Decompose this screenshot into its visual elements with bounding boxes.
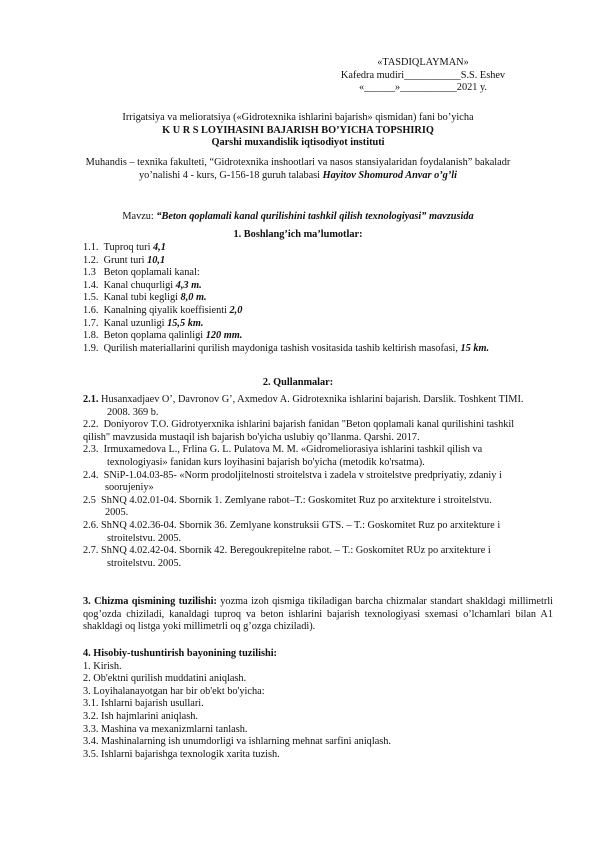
calc-item: 1. Kirish. xyxy=(83,660,122,672)
approval-block xyxy=(328,57,518,95)
calc-item: 3.1. Ishlarni bajarish usullari. xyxy=(83,698,204,710)
institute-name: Qarshi muxandislik iqtisodiyot instituti xyxy=(211,137,385,149)
topic-prefix: Mavzu: xyxy=(122,211,157,222)
document-header xyxy=(40,112,556,150)
drawing-section xyxy=(83,596,553,634)
faculty-block xyxy=(34,157,562,182)
approval-date: «______»___________2021 y. xyxy=(358,82,488,94)
task-title: K U R S LOYIHASINI BAJARISH BO’YICHA TOPSHIRIQ xyxy=(162,124,434,136)
initial-data-item: 1.5. Kanal tubi kegligi 8,0 m. xyxy=(83,292,207,304)
initial-data-item: 1.7. Kanal uzunligi 15,5 km. xyxy=(83,317,204,329)
student-name: Hayitov Shomurod Anvar o’g’li xyxy=(322,169,457,181)
initial-data-list xyxy=(83,242,563,355)
calc-item: 3.2. Ish hajmlarini aniqlash. xyxy=(83,710,198,722)
calc-item: 3.3. Mashina va mexanizmlarni tanlash. xyxy=(83,723,248,735)
faculty-line-1: Muhandis – texnika fakulteti, “Gidrotexnika inshootlari va nasos stansiyalaridan foydalanish” bakaladr xyxy=(85,157,511,168)
initial-data-item: 1.2. Grunt turi 10,1 xyxy=(83,254,166,266)
calc-item: 3.5. Ishlarni bajarishga texnologik xarita tuzish. xyxy=(83,748,280,760)
manual-item: 2.7. ShNQ 4.02.42-04. Sbornik 42. Beregoukrepitelne rabot. – T.: Goskomitet RUz po arxitekture i stroitelstvu. 2005. xyxy=(83,545,491,569)
manual-item: 2.1. Husanxadjaev O’, Davronov G’, Axmedov A. Gidrotexnika ishlarini bajarish. Darslik. Toshkent TIMI. 2008. 369 b. xyxy=(83,394,524,418)
topic-line xyxy=(40,211,556,224)
drawing-heading: 3. Chizma qismining tuzilishi: xyxy=(83,596,217,607)
initial-data-item: 1.4. Kanal chuqurligi 4,3 m. xyxy=(83,279,202,291)
calc-item: 3.4. Mashinalarning ish unumdorligi va ishlarning mehnat sarfini aniqlash. xyxy=(83,736,391,748)
manual-item: 2.2. Doniyorov T.O. Gidrotyerxnika ishlarini bajarish fanidan "Beton qoplamali kanal qurilishini tashkil qilish" mavzusida mustaqil ish bajarish bo'yicha uslubiy qo’llanma. Qarshi. 2017. xyxy=(83,419,515,443)
initial-data-item: 1.3 Beton qoplamali kanal: xyxy=(83,267,200,279)
faculty-line-2-prefix: yo’nalishi 4 - kurs, G-156-18 guruh talabasi xyxy=(139,169,323,181)
initial-data-item: 1.6. Kanalning qiyalik koeffisienti 2,0 xyxy=(83,304,243,316)
calc-heading: 4. Hisobiy-tushuntirish bayonining tuzilishi: xyxy=(83,648,277,659)
subject-line: Irrigatsiya va melioratsiya («Gidrotexnika ishlarini bajarish» qismidan) fani bo’yicha xyxy=(122,112,474,123)
manual-item: 2.6. ShNQ 4.02.36-04. Sbornik 36. Zemlyane konstruksii GTS. – T.: Goskomitet Ruz po arxitekture i stroitelstvu. 2005. xyxy=(83,519,501,544)
faculty-line-2 xyxy=(34,170,562,183)
manual-item: 2.5 ShNQ 4.02.01-04. Sbornik 1. Zemlyane rabot–T.: Goskomitet Ruz po arxitekture i stroitelstvu. 2005. xyxy=(83,494,492,519)
initial-data-item: 1.8. Beton qoplama qalinligi 120 mm. xyxy=(83,330,243,342)
calc-item: 3. Loyihalanayotgan har bir ob'ekt bo'yicha: xyxy=(83,685,265,697)
manual-item: 2.3. Irmuxamedova L., Frlina G. L. Pulatova M. M. «Gidromeliorasiya ishlarini tashkil qilish va texnologiyasi» fanidan kurs loyihasini bajarish bo'yicha (metodik ko'rsatma). xyxy=(83,444,483,468)
topic-text: “Beton qoplamali kanal qurilishini tashkil qilish texnologiyasi” mavzusida xyxy=(156,211,474,222)
initial-data-item: 1.9. Qurilish materiallarini qurilish maydoniga tashish vositasida tashib keltirish masofasi, 15 km. xyxy=(83,342,490,354)
drawing-text: yozma izoh qismiga tikiladigan barcha chizmalar standart shakldagi millimetrli qog’ozda chiziladi, kanaldagi tuproq va beton ishlarini bajarish texnologiyasi sxemasi o’lchamlari bilan A1 shakldagi oq listga yoki millimetrli oq g’ozga chiziladi). xyxy=(83,596,553,633)
calc-section xyxy=(83,648,553,761)
calc-item: 2. Ob'ektni qurilish muddatini aniqlash. xyxy=(83,673,247,685)
manuals-heading: 2. Qullanmalar: xyxy=(262,377,334,388)
initial-data-item: 1.1. Tuproq turi 4,1 xyxy=(83,242,166,253)
manual-item: 2.4. SNiP-1.04.03-85- «Norm prodoljitelnosti stroitelstva i zadela v stroitelstve predpriyatiy, zdaniy i soorujeniy» xyxy=(83,469,502,494)
manuals-list xyxy=(83,394,558,570)
approval-head: Kafedra mudiri___________S.S. Eshev xyxy=(340,69,506,81)
initial-data-heading: 1. Boshlang’ich ma’lumotlar: xyxy=(233,229,363,240)
approval-title: «TASDIQLAYMAN» xyxy=(377,57,469,68)
